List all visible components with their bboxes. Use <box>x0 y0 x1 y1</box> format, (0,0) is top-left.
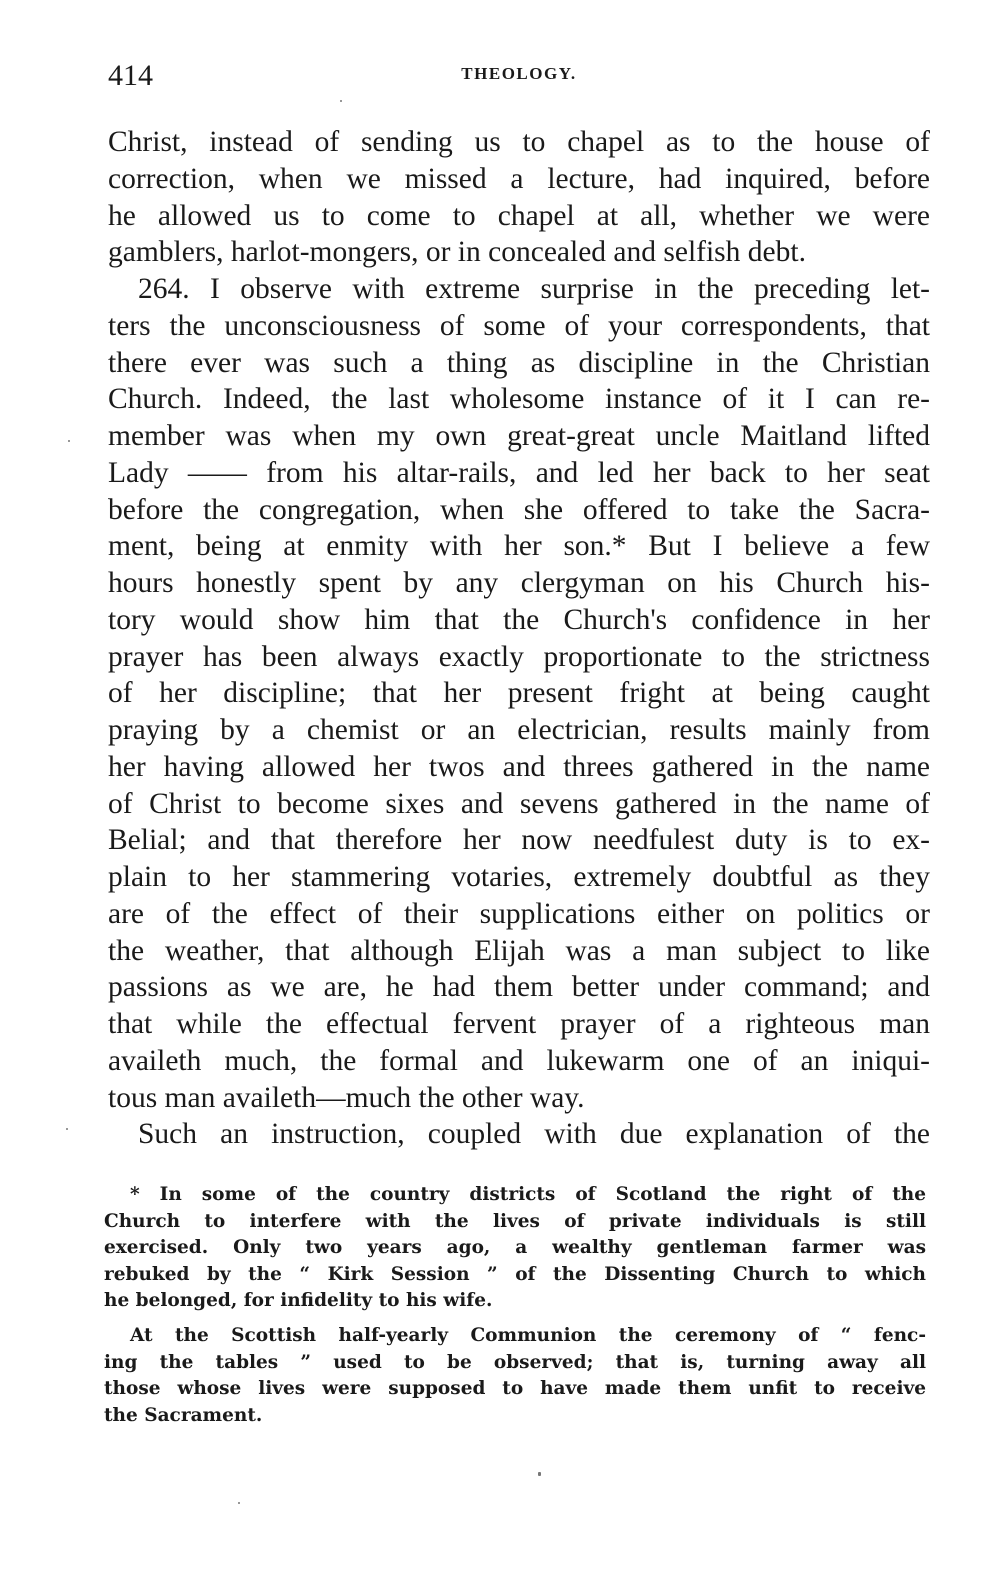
text-line: praying by a chemist or an electrician, results mainly from <box>108 714 930 746</box>
scan-speck <box>238 1502 240 1504</box>
text-line: Church. Indeed, the last wholesome instance of it I can re- <box>108 383 930 416</box>
footnote-1 <box>104 1182 926 1315</box>
scan-speck <box>66 1128 68 1130</box>
text-line: prayer has been always exactly proportionate to the strictness <box>108 640 930 673</box>
text-line: plain to her stammering votaries, extremely doubtful as they <box>108 861 930 893</box>
footnote-line: exercised. Only two years ago, a wealthy gentleman farmer was <box>104 1237 926 1259</box>
main-text <box>108 124 930 1153</box>
text-line: of Christ to become sixes and sevens gathered in the name of <box>108 787 930 820</box>
footnote-line: Church to interfere with the lives of private individuals is still <box>104 1210 926 1232</box>
footnote-line: those whose lives were supposed to have made them unfit to receive <box>104 1378 926 1400</box>
footnote-line: the Sacrament. <box>104 1404 263 1426</box>
text-line: availeth much, the formal and lukewarm one of an iniqui- <box>108 1044 930 1077</box>
text-line: 264. I observe with extreme surprise in the preceding let- <box>138 273 930 305</box>
text-line: Christ, instead of sending us to chapel as to the house of <box>108 126 930 158</box>
text-line: before the congregation, when she offered to take the Sacra- <box>108 493 930 526</box>
text-line: he allowed us to come to chapel at all, whether we were <box>108 199 930 232</box>
footnote-line: he belonged, for infidelity to his wife. <box>104 1290 493 1312</box>
page-header <box>108 58 930 98</box>
text-line: Belial; and that therefore her now needfulest duty is to ex- <box>108 824 930 857</box>
text-line: ment, being at enmity with her son.* But I believe a few <box>108 530 930 563</box>
footnote-2 <box>104 1323 926 1429</box>
text-line: of her discipline; that her present fright at being caught <box>108 677 930 710</box>
text-line: are of the effect of their supplications either on politics or <box>108 897 930 930</box>
footnote-line: rebuked by the “ Kirk Session ” of the Dissenting Church to which <box>104 1263 926 1285</box>
text-line: there ever was such a thing as discipline in the Christian <box>108 346 930 379</box>
text-line: tory would show him that the Church's confidence in her <box>108 603 930 636</box>
scan-speck <box>340 100 342 102</box>
text-line: tous man availeth—much the other way. <box>108 1081 585 1114</box>
footnote-line: ing the tables ” used to be observed; that is, turning away all <box>104 1351 926 1373</box>
text-line: the weather, that although Elijah was a man subject to like <box>108 934 930 967</box>
scan-speck <box>68 440 70 442</box>
text-line: that while the effectual fervent prayer of a righteous man <box>108 1008 930 1040</box>
text-line: correction, when we missed a lecture, had inquired, before <box>108 162 930 195</box>
text-line: member was when my own great-great uncle Maitland lifted <box>108 420 930 452</box>
text-line: Lady —— from his altar-rails, and led her back to her seat <box>108 456 930 489</box>
footnotes <box>104 1182 926 1429</box>
footnote-line: At the Scottish half-yearly Communion the ceremony of “ fenc- <box>130 1324 926 1346</box>
text-line: her having allowed her twos and threes gathered in the name <box>108 750 930 783</box>
page-number: 414 <box>108 59 153 92</box>
text-line: hours honestly spent by any clergyman on his Church his- <box>108 567 930 599</box>
footnote-line: * In some of the country districts of Scotland the right of the <box>130 1184 926 1205</box>
text-line: ters the unconsciousness of some of your correspondents, that <box>108 309 930 342</box>
text-line: passions as we are, he had them better under command; and <box>108 971 930 1004</box>
text-line: gamblers, harlot-mongers, or in concealed and selfish debt. <box>108 236 806 269</box>
text-line: Such an instruction, coupled with due explanation of the <box>138 1118 930 1151</box>
footnote-gap <box>104 1315 926 1323</box>
scan-speck <box>538 1472 541 1476</box>
running-head: THEOLOGY. <box>461 64 577 83</box>
